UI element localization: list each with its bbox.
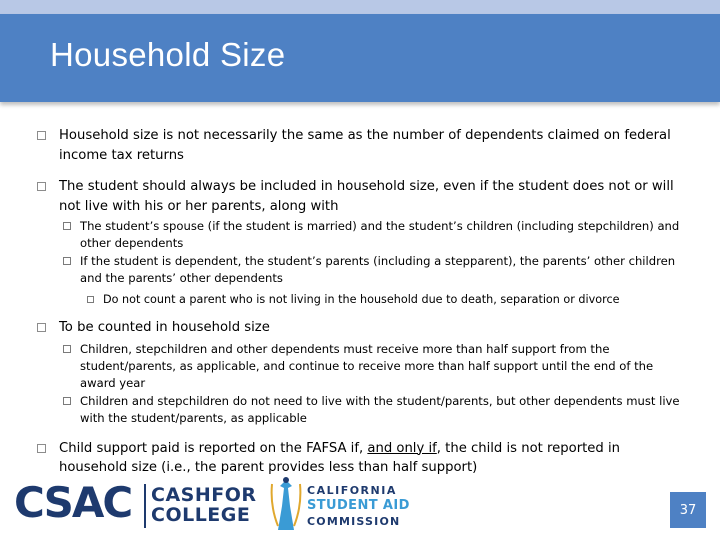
graduate-seal-icon (268, 476, 304, 534)
bullet-box-icon (63, 222, 71, 230)
csa-logo-line1: CALIFORNIA (307, 484, 397, 497)
bullet-to-be-counted (59, 318, 680, 338)
title-bar (0, 14, 720, 102)
bullet-text: Household size is not necessarily the same as the number of dependents claimed on federal income tax returns (59, 128, 671, 163)
sub-bullet-spouse-children (80, 218, 690, 252)
bullet-box-icon (63, 345, 71, 353)
bullet-text: To be counted in household size (59, 320, 270, 335)
sub-bullet-dependent-parents (80, 253, 690, 287)
top-strip (0, 0, 720, 14)
bullet-text: Children and stepchildren do not need to live with the student/parents, but other dependents must live with the student/parents, as applicable (80, 393, 680, 425)
csa-logo-line3: COMMISSION (307, 515, 401, 528)
cash-for-college-logo-line1: CASHFOR (151, 484, 257, 506)
bullet-text-underlined: and only if (367, 440, 437, 456)
cash-for-college-logo-line2: COLLEGE (151, 504, 251, 526)
csac-logo: CSAC (14, 478, 132, 527)
page-number: 37 (670, 492, 706, 528)
bullet-box-icon (37, 323, 46, 332)
bullet-box-icon (63, 257, 71, 265)
bullet-text: The student should always be included in household size, even if the student does not or will not live with his or her parents, along with (59, 179, 674, 214)
bullet-text-part1: Child support paid is reported on the FAFSA if, (59, 440, 368, 456)
bullet-box-icon (37, 182, 46, 191)
bullet-text-part2: , the child is not reported in household size (i.e., the parent provides less than half support) (59, 440, 620, 475)
bullet-box-icon (63, 397, 71, 405)
slide-title: Household Size (50, 36, 286, 73)
bullet-text: The student’s spouse (if the student is married) and the student’s children (including stepchildren) and other dependents (80, 219, 680, 250)
bullet-text: If the student is dependent, the student’s parents (including a stepparent), the parents’ other children and the parents’ other dependents (80, 254, 676, 285)
bullet-text: Children, stepchildren and other dependents must receive more than half support from the student/parents, as applicable, and continue to receive more than half support until the end of the award year (80, 341, 654, 390)
sub-bullet-half-support (80, 341, 690, 392)
bullet-student-included (59, 177, 680, 216)
logo-divider (144, 484, 146, 528)
sub-bullet-live-with (80, 393, 690, 427)
logo-bar (0, 472, 720, 540)
bullet-box-icon (37, 444, 46, 453)
bullet-box-icon (37, 131, 46, 140)
bullet-box-icon (87, 296, 94, 303)
bullet-text: Do not count a parent who is not living in the household due to death, separation or divorce (103, 293, 620, 306)
bullet-household-size-definition (59, 126, 680, 165)
sub-sub-bullet-parent-not-living (103, 291, 690, 308)
slide-content (0, 126, 720, 478)
csa-logo-line2: STUDENT AID (307, 498, 410, 513)
